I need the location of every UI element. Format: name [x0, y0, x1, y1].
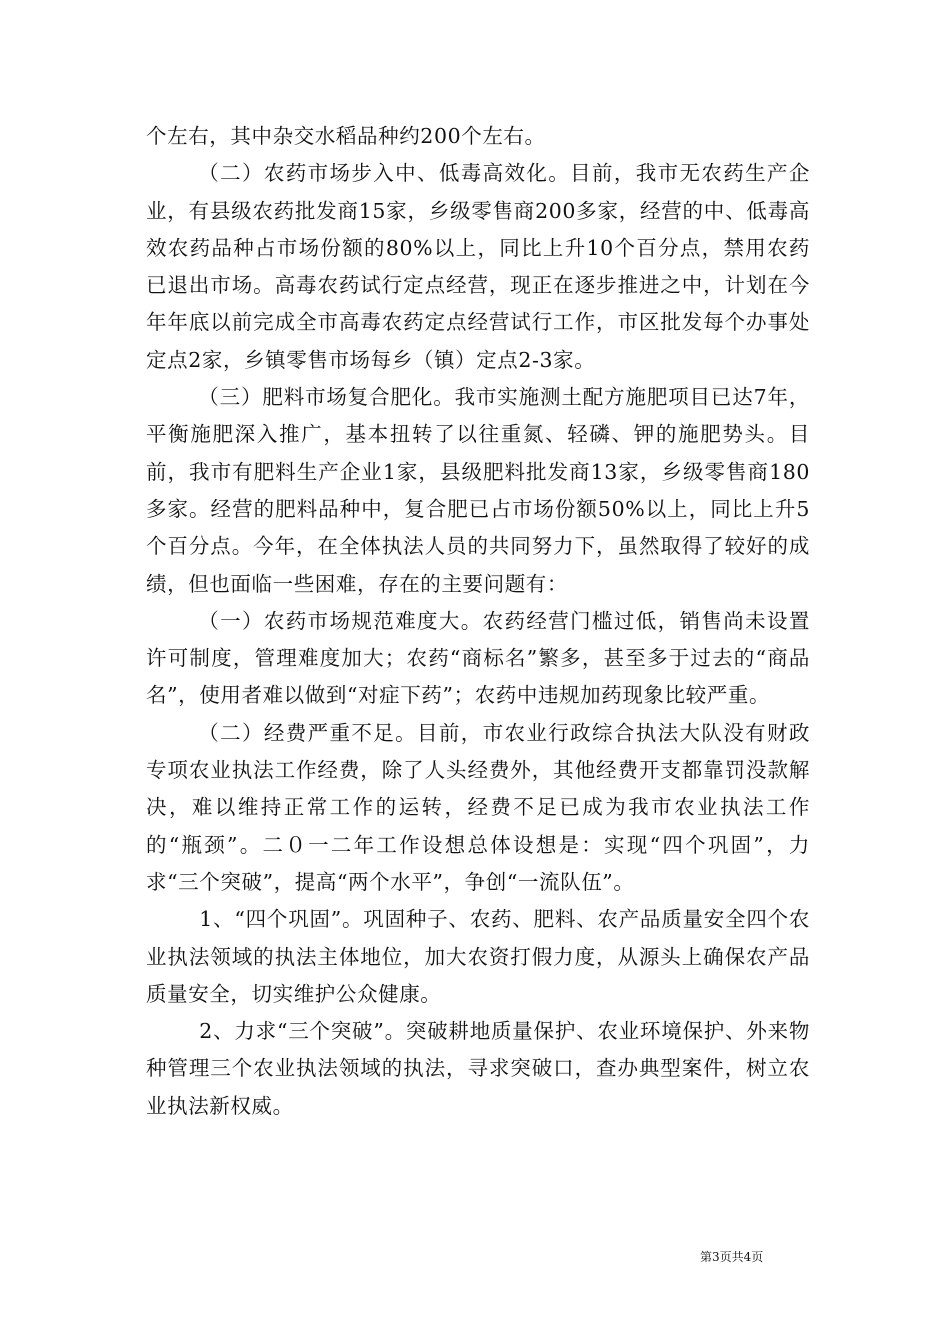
paragraph-problem-funding: （二）经费严重不足。目前，市农业行政综合执法大队没有财政专项农业执法工作经费，除了人头经费外，其他经费开支都靠罚没款解决，难以维持正常工作的运转，经费不足已成为我市农业执法工作的“瓶颈”。二０一二年工作设想总体设想是：实现“四个巩固”，力求“三个突破”，提高“两个水平”，争创“一流队伍”。	[146, 720, 810, 894]
paragraph-three-breakthroughs: 2、力求“三个突破”。突破耕地质量保护、农业环境保护、外来物种管理三个农业执法领域的执法，寻求突破口，查办典型案件，树立农业执法新权威。	[146, 1019, 810, 1118]
paragraph-fertilizer-market: （三）肥料市场复合肥化。我市实施测土配方施肥项目已达7年，平衡施肥深入推广，基本扭转了以往重氮、轻磷、钾的施肥势头。目前，我市有肥料生产企业1家，县级肥料批发商13家，乡级零售商180多家。经营的肥料品种中，复合肥已占市场份额50%以上，同比上升5个百分点。今年，在全体执法人员的共同努力下，虽然取得了较好的成绩，但也面临一些困难，存在的主要问题有：	[146, 385, 810, 596]
paragraph-pesticide-market: （二）农药市场步入中、低毒高效化。目前，我市无农药生产企业，有县级农药批发商15家，乡级零售商200多家，经营的中、低毒高效农药品种占市场份额的80%以上，同比上升10个百分点，禁用农药已退出市场。高毒农药试行定点经营，现正在逐步推进之中，计划在今年年底以前完成全市高毒农药定点经营试行工作，市区批发每个办事处定点2家，乡镇零售市场每乡（镇）定点2-3家。	[146, 161, 810, 372]
paragraph-problem-pesticide: （一）农药市场规范难度大。农药经营门槛过低，销售尚未设置许可制度，管理难度加大；农药“商标名”繁多，甚至多于过去的“商品名”，使用者难以做到“对症下药”；农药中违规加药现象比较严重。	[146, 608, 810, 708]
document-body	[146, 118, 810, 1125]
paragraph-four-consolidations: 1、“四个巩固”。巩固种子、农药、肥料、农产品质量安全四个农业执法领域的执法主体地位，加大农资打假力度，从源头上确保农产品质量安全，切实维护公众健康。	[146, 907, 810, 1006]
paragraph-continued: 个左右，其中杂交水稻品种约200个左右。	[146, 124, 546, 148]
page-number-footer: 第3页共4页	[700, 1250, 764, 1264]
